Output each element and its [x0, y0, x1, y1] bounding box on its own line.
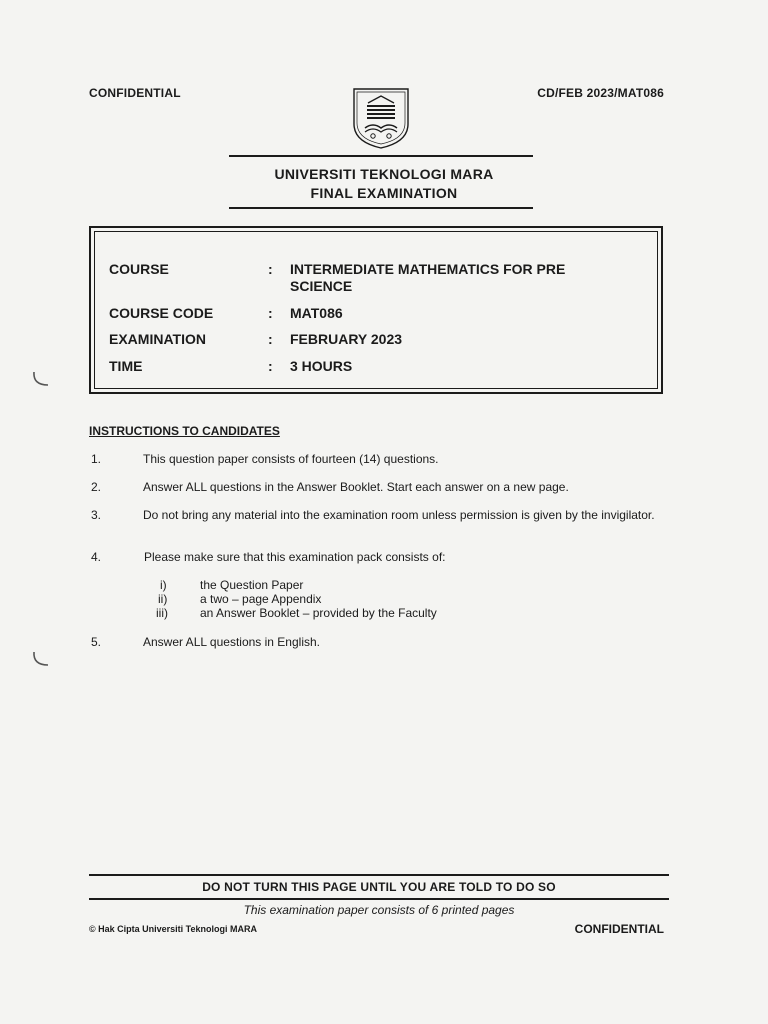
exam-title: FINAL EXAMINATION — [310, 185, 458, 201]
course-colon: : — [268, 261, 273, 277]
punch-hole-mark-icon — [30, 368, 52, 390]
time-label: TIME — [109, 358, 143, 374]
instruction-text: Answer ALL questions in the Answer Booklet. Start each answer on a new page. — [143, 480, 569, 494]
instruction-number: 2. — [91, 480, 102, 494]
time-colon: : — [268, 358, 273, 374]
instruction-number: 4. — [91, 550, 102, 564]
pack-item-number: ii) — [158, 592, 168, 606]
course-label: COURSE — [109, 261, 169, 277]
do-not-turn-warning: DO NOT TURN THIS PAGE UNTIL YOU ARE TOLD TO DO SO — [202, 880, 556, 894]
course-code-label: COURSE CODE — [109, 305, 214, 321]
pack-item-text: an Answer Booklet – provided by the Faculty — [200, 606, 437, 620]
instructions-heading: INSTRUCTIONS TO CANDIDATES — [89, 424, 280, 438]
confidential-label-top: CONFIDENTIAL — [89, 86, 181, 100]
instruction-number: 5. — [91, 635, 102, 649]
examination-label: EXAMINATION — [109, 331, 206, 347]
title-rule-bottom — [229, 207, 533, 209]
university-name: UNIVERSITI TEKNOLOGI MARA — [274, 166, 494, 182]
footer-rule-middle — [89, 898, 669, 900]
pack-item-number: iii) — [156, 606, 168, 620]
instruction-number: 3. — [91, 508, 102, 522]
footer-rule-top — [89, 874, 669, 876]
copyright-notice: © Hak Cipta Universiti Teknologi MARA — [89, 924, 257, 934]
time-value: 3 HOURS — [290, 358, 353, 374]
university-crest-icon — [351, 86, 411, 150]
instruction-text: Answer ALL questions in English. — [143, 635, 320, 649]
instruction-number: 1. — [91, 452, 102, 466]
course-code-colon: : — [268, 305, 273, 321]
paper-code: CD/FEB 2023/MAT086 — [537, 86, 664, 100]
examination-colon: : — [268, 331, 273, 347]
pack-item-number: i) — [160, 578, 167, 592]
pack-item-text: a two – page Appendix — [200, 592, 322, 606]
confidential-label-bottom: CONFIDENTIAL — [574, 922, 664, 936]
course-info-box — [89, 226, 663, 394]
instruction-text: Do not bring any material into the examination room unless permission is given by the invigilator. — [143, 508, 655, 522]
page-count-note: This examination paper consists of 6 printed pages — [243, 903, 515, 917]
instruction-text: This question paper consists of fourteen (14) questions. — [143, 452, 439, 466]
course-code-value: MAT086 — [290, 305, 343, 321]
course-value: INTERMEDIATE MATHEMATICS FOR PRE SCIENCE — [290, 261, 566, 294]
pack-item-text: the Question Paper — [200, 578, 304, 592]
title-rule-top — [229, 155, 533, 157]
punch-hole-mark-icon — [30, 648, 52, 670]
course-info-box-inner — [94, 231, 658, 389]
examination-value: FEBRUARY 2023 — [290, 331, 403, 347]
instruction-text: Please make sure that this examination pack consists of: — [144, 550, 446, 564]
